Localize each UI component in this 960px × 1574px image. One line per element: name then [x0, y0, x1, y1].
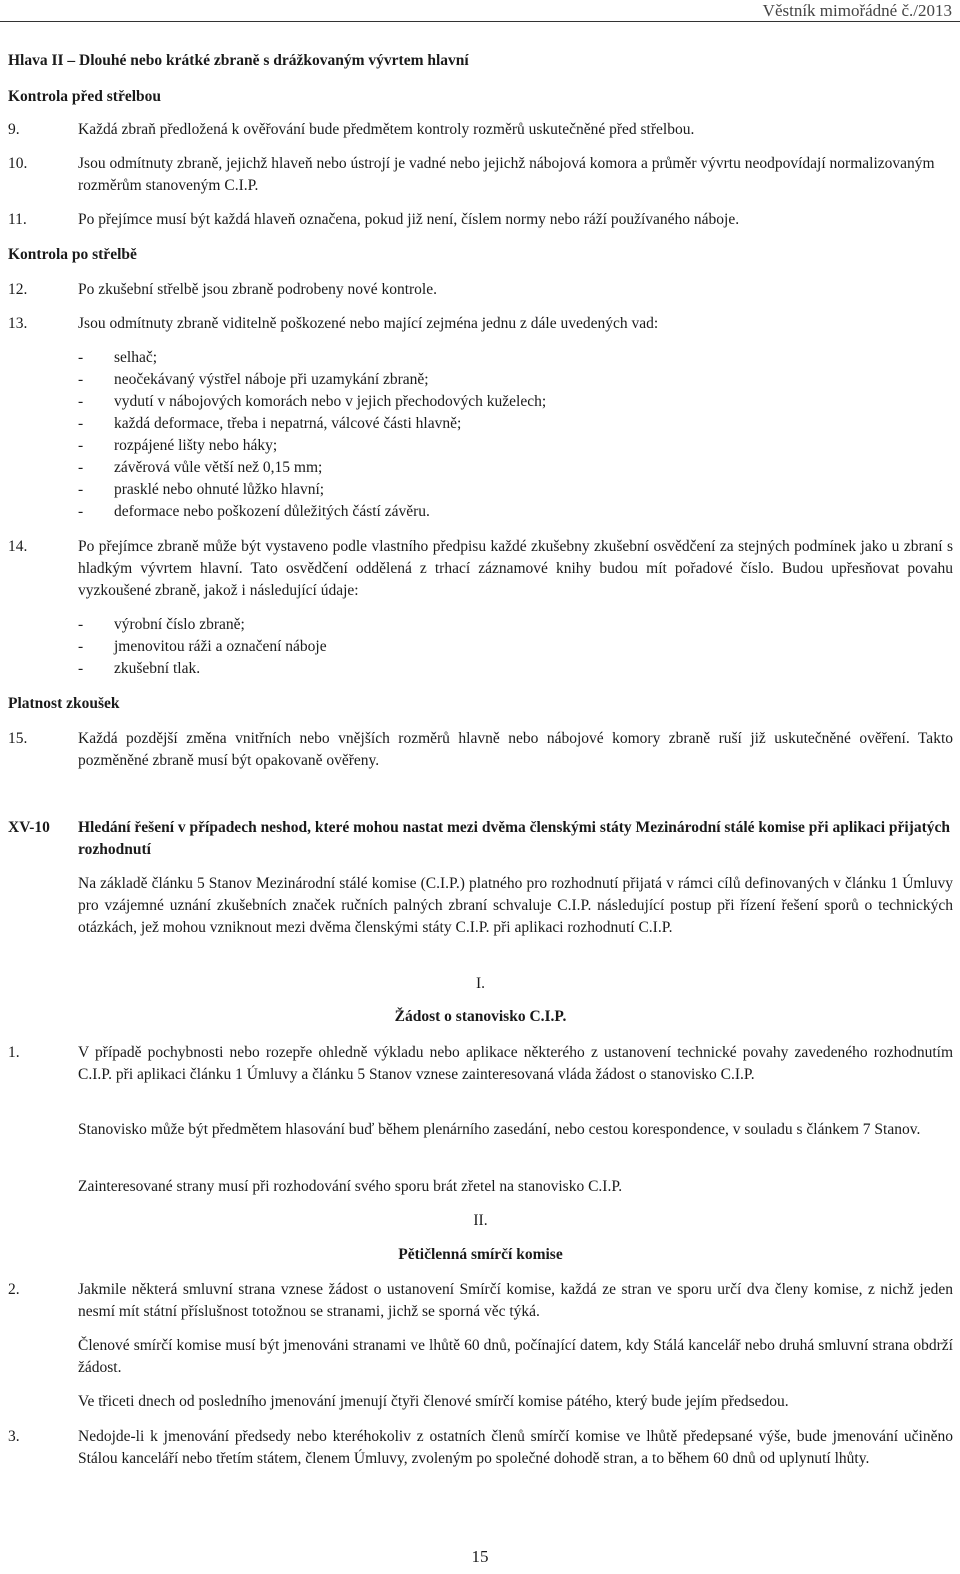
item-text: Jsou odmítnuty zbraně, jejichž hlaveň nebo ústrojí je vadné nebo jejichž nábojová komora a průměr vývrtu neodpovídají normalizovaným rozměrům stanoveným C.I.P.: [78, 155, 935, 194]
decision-number: XV-10: [8, 819, 50, 836]
list-item: - každá deformace, třeba i nepatrná, válcové části hlavně;: [78, 413, 938, 435]
item-text: Po zkušební střelbě jsou zbraně podrobeny nové kontrole.: [78, 281, 437, 298]
paragraph-1: V případě pochybnosti nebo rozepře ohledně výkladu nebo aplikace některého z ustanovení technické povahy zavedeného rozhodnutím C.I.P. při aplikaci článku 1 Úmluvy a článku 5 Stanov vznese zainteresovaná vláda žádost o stanovisko C.I.P.: [78, 1044, 953, 1083]
subheading-validity: Platnost zkoušek: [8, 695, 120, 712]
list-item: - vydutí v nábojových komorách nebo v jejich přechodových kuželech;: [78, 391, 938, 413]
list-item: - rozpájené lišty nebo háky;: [78, 435, 938, 457]
item-number: 15.: [8, 730, 28, 747]
item-number: 9.: [8, 121, 20, 138]
paragraph-2b: Členové smírčí komise musí být jmenováni stranami ve lhůtě 60 dnů, počínající datem, kdy Stálá kancelář nebo druhá smluvní strana obdrží žádost.: [78, 1337, 953, 1376]
decision-title: Hledání řešení v případech neshod, které mohou nastat mezi dvěma členskými státy Mezinárodní stálé komise při aplikaci přijatých rozhodnutí: [78, 819, 951, 858]
list-item: - prasklé nebo ohnuté lůžko hlavní;: [78, 479, 938, 501]
certificate-data-list: [78, 614, 938, 680]
paragraph-1c: Zainteresované strany musí při rozhodování svého sporu brát zřetel na stanovisko C.I.P.: [78, 1178, 623, 1195]
item-text: Po přejímce musí být každá hlaveň označena, pokud již není, číslem normy nebo ráží používaného náboje.: [78, 211, 740, 228]
list-item: - deformace nebo poškození důležitých částí závěru.: [78, 501, 938, 523]
paragraph-number: 3.: [8, 1428, 20, 1445]
paragraph-1b: Stanovisko může být předmětem hlasování buď během plenárního zasedání, nebo cestou korespondence, v souladu s článkem 7 Stanov.: [78, 1121, 921, 1138]
decision-intro: Na základě článku 5 Stanov Mezinárodní stálé komise (C.I.P.) platného pro rozhodnutí přijatá v rámci cílů definovaných v článku 1 Úmluvy pro vzájemné uznání zkušebních značek ručních palných zbraní schvaluje C.I.P. následující postup při řízení řešení sporů o technických otázkách, jež mohou vzniknout mezi dvěma členskými státy C.I.P. při aplikaci rozhodnutí C.I.P.: [78, 875, 953, 936]
page-number: 15: [471, 1547, 489, 1566]
part-2-roman: II.: [473, 1212, 488, 1229]
item-text: Každá pozdější změna vnitřních nebo vnějších rozměrů hlavně nebo nábojové komory zbraně ruší již uskutečněné ověření. Takto pozměněné zbraně musí být opakovaně ověřeny.: [78, 730, 953, 769]
paragraph-3: Nedojde-li k jmenování předsedy nebo kteréhokoliv z ostatních členů smírčí komise ve lhůtě předepsané výše, bude jmenování učiněno Stálou kanceláří nebo třetím státem, členem Úmluvy, zvoleným po společné dohodě stran, a to během 60 dnů od uplynutí lhůty.: [78, 1428, 953, 1467]
item-number: 13.: [8, 315, 28, 332]
journal-header: Věstník mimořádné č./2013: [762, 1, 952, 20]
paragraph-number: 2.: [8, 1281, 20, 1298]
subheading-after-firing: Kontrola po střelbě: [8, 246, 137, 263]
item-text: Každá zbraň předložená k ověřování bude předmětem kontroly rozměrů uskutečněné před střelbou.: [78, 121, 695, 138]
chapter-title: Hlava II – Dlouhé nebo krátké zbraně s drážkovaným vývrtem hlavní: [8, 52, 469, 69]
item-number: 10.: [8, 155, 28, 172]
list-item: - jmenovitou ráži a označení náboje: [78, 636, 938, 658]
list-item: - závěrová vůle větší než 0,15 mm;: [78, 457, 938, 479]
item-text: Po přejímce zbraně může být vystaveno podle vlastního předpisu každé zkušebny zkušební osvědčení za stejných podmínek jako u zbraní s hladkým vývrtem hlavní. Tato osvědčení oddělená z trhací záznamové knihy budou mít pořadové číslo. Budou upřesňovat povahu vyzkoušené zbraně, jakož i následující údaje:: [78, 538, 953, 599]
header-rule: [0, 21, 960, 22]
item-number: 14.: [8, 538, 28, 555]
list-item: - selhač;: [78, 347, 938, 369]
item-number: 12.: [8, 281, 28, 298]
list-item: - zkušební tlak.: [78, 658, 938, 680]
item-number: 11.: [8, 211, 27, 228]
part-2-title: Pětičlenná smírčí komise: [398, 1246, 563, 1263]
paragraph-2c: Ve třiceti dnech od posledního jmenování jmenují čtyři členové smírčí komise pátého, který bude jejím předsedou.: [78, 1393, 789, 1410]
subheading-before-firing: Kontrola před střelbou: [8, 88, 161, 105]
paragraph-number: 1.: [8, 1044, 20, 1061]
defects-list: [78, 347, 938, 523]
paragraph-2: Jakmile některá smluvní strana vznese žádost o ustanovení Smírčí komise, každá ze stran ve sporu určí dva členy komise, z nichž jeden nesmí mít státní příslušnost totožnou se stranami, jichž se sporná věc týká.: [78, 1281, 953, 1320]
list-item: - výrobní číslo zbraně;: [78, 614, 938, 636]
list-item: - neočekávaný výstřel náboje při uzamykání zbraně;: [78, 369, 938, 391]
part-1-title: Žádost o stanovisko C.I.P.: [394, 1008, 567, 1025]
item-text: Jsou odmítnuty zbraně viditelně poškozené nebo mající zejména jednu z dále uvedených vad:: [78, 315, 659, 332]
part-1-roman: I.: [475, 975, 486, 992]
